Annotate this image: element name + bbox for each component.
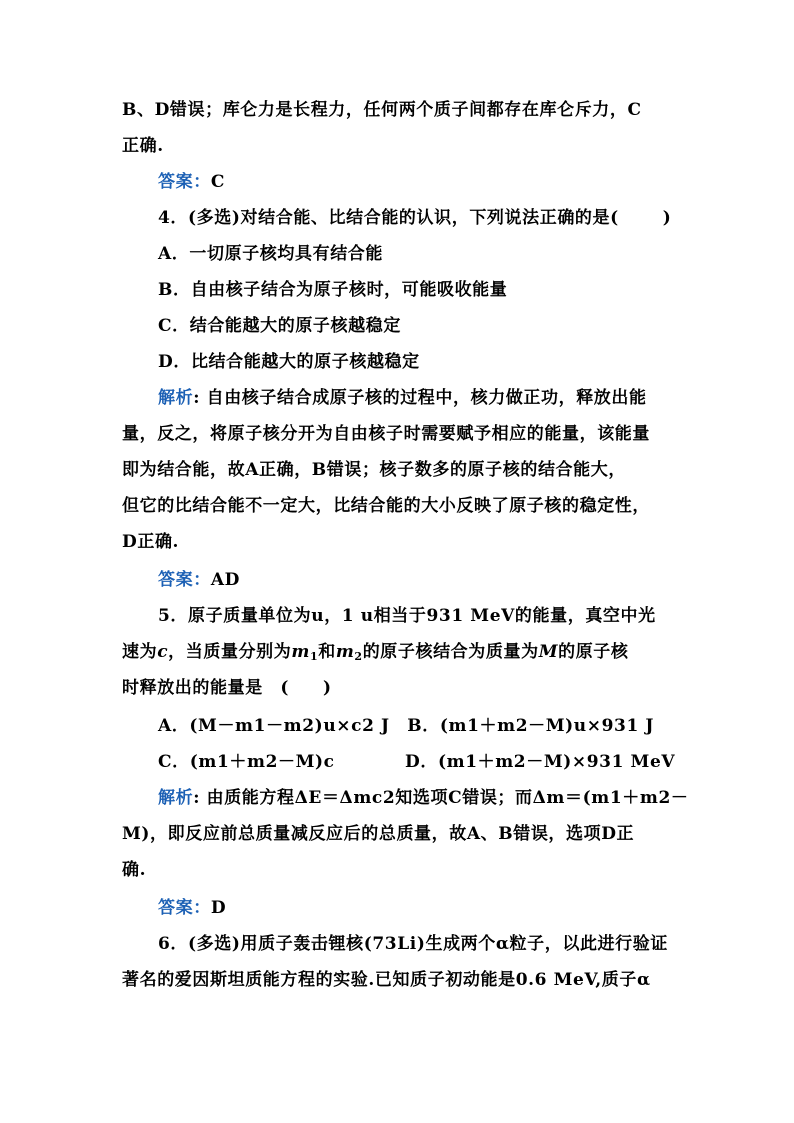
answer-value: AD: [210, 570, 240, 590]
option-c: C．结合能越大的原子核越稳定: [158, 316, 401, 336]
text-line: D正确.: [122, 532, 180, 552]
answer-value: C: [210, 172, 225, 192]
text-line: 时释放出的能量是 ( ): [122, 678, 332, 698]
option-a: A．一切原子核均具有结合能: [158, 244, 383, 264]
answer-line: [158, 896, 226, 920]
text-line: 确.: [122, 860, 147, 880]
answer-label: 答案：: [158, 172, 211, 192]
text-line: [122, 98, 672, 122]
line-text: B、D错误；库仑力是长程力，任何两个质子间都存在库仑斥力，C: [122, 100, 642, 120]
option-b: B．自由核子结合为原子核时，可能吸收能量: [158, 280, 508, 300]
analysis-line: 解析: 由质能方程ΔE＝Δmc2知选项C错误；而Δm＝(m1＋m2－: [158, 788, 689, 808]
option-d: D．比结合能越大的原子核越稳定: [158, 352, 420, 372]
question-6: 6．(多选)用质子轰击锂核(73Li)生成两个α粒子，以此进行验证: [158, 934, 668, 954]
text-line: 速为c，当质量分别为$m_1$和$m_2$的原子核结合为质量为M的原子核: [122, 642, 629, 663]
answer-line: [158, 568, 240, 592]
answer-line: [158, 170, 225, 194]
analysis-label: 解析: [158, 788, 194, 808]
text-line: 即为结合能，故A正确，B错误；核子数多的原子核的结合能大，: [122, 460, 626, 480]
text-line: 量，反之，将原子核分开为自由核子时需要赋予相应的能量，该能量: [122, 424, 650, 444]
question-5: 5．原子质量单位为u，1 u相当于931 MeV的能量，真空中光: [158, 606, 656, 626]
analysis-label: 解析: [158, 388, 194, 408]
option-ab: A．(M－m1－m2)u×c2 J B．(m1＋m2－M)u×931 J: [158, 716, 655, 736]
answer-label: 答案：: [158, 898, 211, 918]
text-line: 著名的爱因斯坦质能方程的实验.已知质子初动能是0.6 MeV,质子α: [122, 970, 651, 990]
text-line: 但它的比结合能不一定大，比结合能的大小反映了原子核的稳定性，: [122, 496, 650, 516]
option-cd: C．(m1＋m2－M)c D．(m1＋m2－M)×931 MeV: [158, 752, 676, 772]
question-4: 4．(多选)对结合能、比结合能的认识，下列说法正确的是( ): [158, 208, 672, 228]
answer-label: 答案：: [158, 570, 211, 590]
answer-value: D: [210, 898, 227, 918]
text-line: 正确.: [122, 136, 164, 156]
text-line: M)，即反应前总质量减反应后的总质量，故A、B错误，选项D正: [122, 824, 635, 844]
analysis-line: 解析: 自由核子结合成原子核的过程中，核力做正功，释放出能: [158, 388, 647, 408]
